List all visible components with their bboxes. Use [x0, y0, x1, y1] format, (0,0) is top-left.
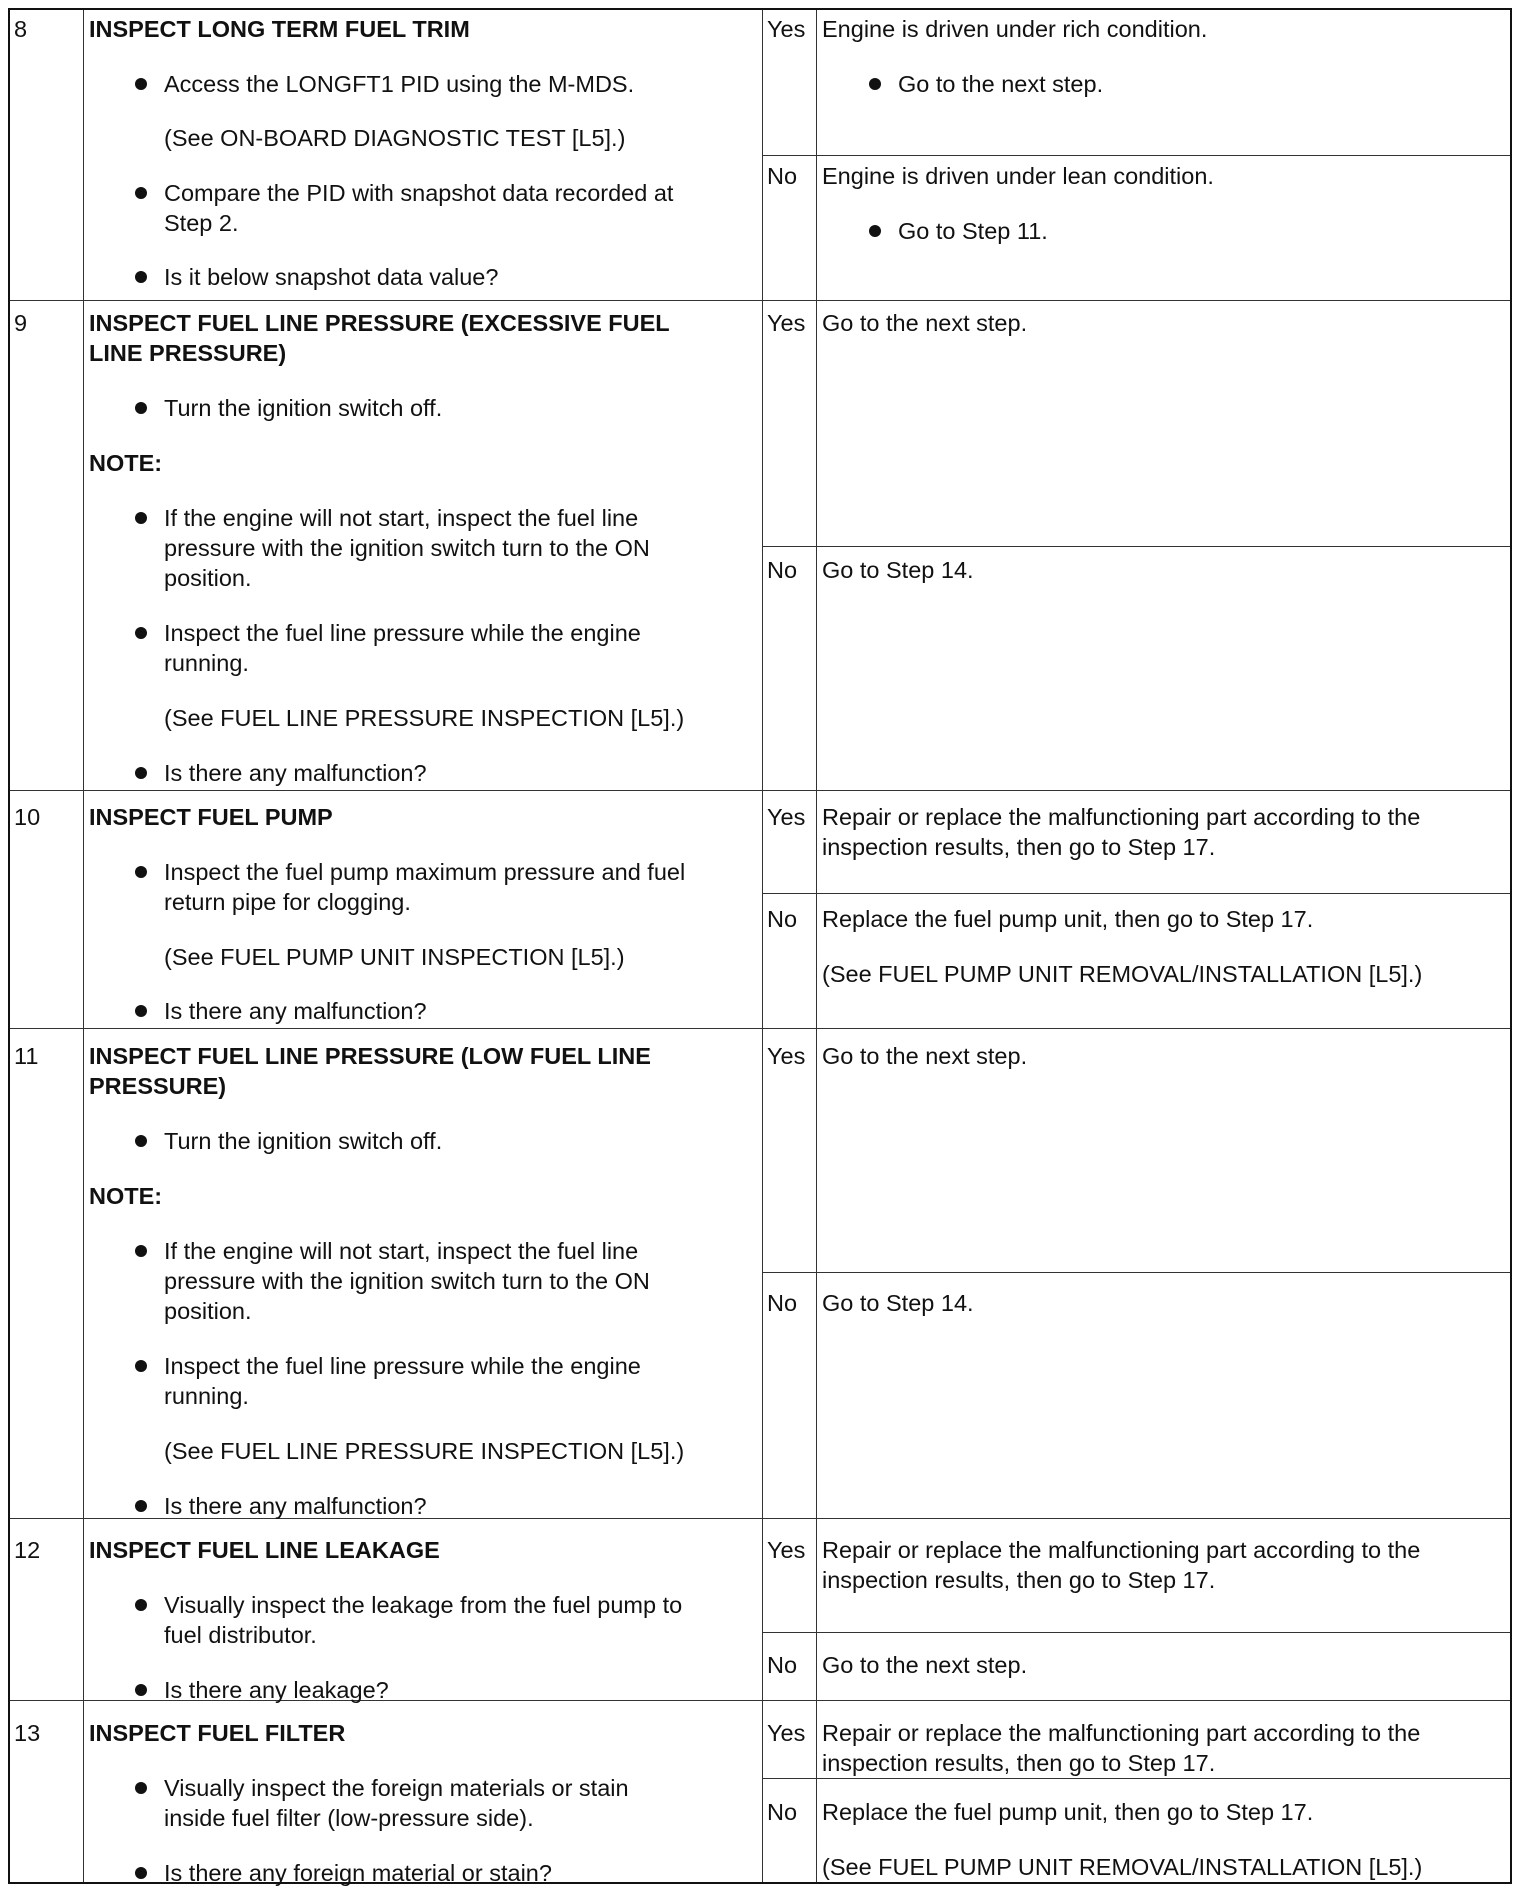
bullet-icon	[135, 187, 147, 199]
yes-label: Yes	[767, 804, 806, 830]
bullet-icon	[869, 225, 881, 237]
note-text: pressure with the ignition switch turn to the ON	[164, 535, 650, 561]
note-text: Inspect the fuel line pressure while the engine	[164, 1353, 641, 1379]
note-text: If the engine will not start, inspect the fuel line	[164, 505, 639, 531]
bullet-icon	[135, 271, 147, 283]
reference: (See FUEL PUMP UNIT INSPECTION [L5].)	[164, 944, 625, 970]
instruction: Turn the ignition switch off.	[164, 395, 443, 421]
instruction: Inspect the fuel pump maximum pressure and fuel	[164, 859, 686, 885]
question: Is there any malfunction?	[164, 998, 427, 1024]
instruction: Visually inspect the leakage from the fuel pump to	[164, 1592, 683, 1618]
note-text: pressure with the ignition switch turn to the ON	[164, 1268, 650, 1294]
yes-no-divider	[762, 546, 1510, 547]
bullet-icon	[135, 1684, 147, 1696]
row-divider	[10, 300, 1510, 301]
bullet-icon	[135, 866, 147, 878]
note-text: position.	[164, 565, 252, 591]
no-action: Go to Step 11.	[898, 218, 1048, 244]
bullet-icon	[135, 1867, 147, 1879]
yes-result: Engine is driven under rich condition.	[822, 16, 1208, 42]
step-title: LINE PRESSURE)	[89, 340, 287, 366]
step-number: 9	[14, 310, 28, 336]
no-label: No	[767, 557, 798, 583]
row-divider	[10, 790, 1510, 791]
note-text: running.	[164, 650, 249, 676]
note-text: running.	[164, 1383, 249, 1409]
note-text: position.	[164, 1298, 252, 1324]
no-reference: (See FUEL PUMP UNIT REMOVAL/INSTALLATION [L5].)	[822, 961, 1423, 987]
no-result: Go to the next step.	[822, 1652, 1028, 1678]
bullet-icon	[135, 1599, 147, 1611]
yes-result: Repair or replace the malfunctioning part according to the	[822, 1720, 1421, 1746]
reference: (See FUEL LINE PRESSURE INSPECTION [L5].)	[164, 705, 685, 731]
no-label: No	[767, 1290, 798, 1316]
bullet-icon	[869, 78, 881, 90]
note-label: NOTE:	[89, 450, 163, 476]
yes-label: Yes	[767, 1537, 806, 1563]
yes-no-divider	[762, 1778, 1510, 1779]
yes-result: Repair or replace the malfunctioning part according to the	[822, 804, 1421, 830]
bullet-icon	[135, 78, 147, 90]
question: Is there any malfunction?	[164, 1493, 427, 1519]
question: Is there any malfunction?	[164, 760, 427, 786]
bullet-icon	[135, 402, 147, 414]
note-text: Inspect the fuel line pressure while the engine	[164, 620, 641, 646]
no-reference: (See FUEL PUMP UNIT REMOVAL/INSTALLATION [L5].)	[822, 1854, 1423, 1880]
step-title: INSPECT FUEL LINE PRESSURE (LOW FUEL LINE	[89, 1043, 651, 1069]
reference: (See ON-BOARD DIAGNOSTIC TEST [L5].)	[164, 125, 626, 151]
step-title: INSPECT FUEL FILTER	[89, 1720, 346, 1746]
step-number: 8	[14, 16, 28, 42]
no-label: No	[767, 906, 798, 932]
no-label: No	[767, 163, 798, 189]
bullet-icon	[135, 1360, 147, 1372]
yes-label: Yes	[767, 1720, 806, 1746]
step-number: 10	[14, 804, 41, 830]
yes-result: Repair or replace the malfunctioning part according to the	[822, 1537, 1421, 1563]
note-text: If the engine will not start, inspect the fuel line	[164, 1238, 639, 1264]
bullet-icon	[135, 1245, 147, 1257]
no-result: Replace the fuel pump unit, then go to Step 17.	[822, 1799, 1314, 1825]
bullet-icon	[135, 1135, 147, 1147]
diagnostic-procedure-table	[8, 8, 1512, 1884]
note-label: NOTE:	[89, 1183, 163, 1209]
no-result: Engine is driven under lean condition.	[822, 163, 1214, 189]
yes-no-divider	[762, 1632, 1510, 1633]
step-title: INSPECT FUEL PUMP	[89, 804, 333, 830]
column-divider-action	[762, 10, 763, 1882]
step-title: INSPECT FUEL LINE LEAKAGE	[89, 1537, 440, 1563]
instruction: fuel distributor.	[164, 1622, 317, 1648]
yes-no-divider	[762, 1272, 1510, 1273]
bullet-icon	[135, 767, 147, 779]
row-divider	[10, 1028, 1510, 1029]
yes-label: Yes	[767, 16, 806, 42]
column-divider-answer	[816, 10, 817, 1882]
yes-no-divider	[762, 155, 1510, 156]
question: Is there any foreign material or stain?	[164, 1860, 552, 1886]
bullet-icon	[135, 1500, 147, 1512]
step-title: INSPECT FUEL LINE PRESSURE (EXCESSIVE FUEL	[89, 310, 670, 336]
no-label: No	[767, 1652, 798, 1678]
bullet-icon	[135, 512, 147, 524]
instruction: Turn the ignition switch off.	[164, 1128, 443, 1154]
step-number: 12	[14, 1537, 41, 1563]
step-title: INSPECT LONG TERM FUEL TRIM	[89, 16, 470, 42]
yes-result: Go to the next step.	[822, 1043, 1028, 1069]
yes-label: Yes	[767, 310, 806, 336]
question: Is it below snapshot data value?	[164, 264, 499, 290]
step-title: PRESSURE)	[89, 1073, 227, 1099]
bullet-icon	[135, 1005, 147, 1017]
yes-result: inspection results, then go to Step 17.	[822, 1750, 1216, 1776]
no-label: No	[767, 1799, 798, 1825]
yes-label: Yes	[767, 1043, 806, 1069]
question: Is there any leakage?	[164, 1677, 389, 1703]
no-result: Go to Step 14.	[822, 557, 974, 583]
bullet-icon	[135, 1782, 147, 1794]
instruction: Visually inspect the foreign materials or stain	[164, 1775, 629, 1801]
yes-no-divider	[762, 893, 1510, 894]
instruction: Compare the PID with snapshot data recorded at	[164, 180, 674, 206]
yes-result: inspection results, then go to Step 17.	[822, 1567, 1216, 1593]
bullet-icon	[135, 627, 147, 639]
no-result: Replace the fuel pump unit, then go to Step 17.	[822, 906, 1314, 932]
no-result: Go to Step 14.	[822, 1290, 974, 1316]
column-divider-step	[83, 10, 84, 1882]
instruction: Step 2.	[164, 210, 239, 236]
yes-action: Go to the next step.	[898, 71, 1104, 97]
yes-result: inspection results, then go to Step 17.	[822, 834, 1216, 860]
instruction: inside fuel filter (low-pressure side).	[164, 1805, 534, 1831]
reference: (See FUEL LINE PRESSURE INSPECTION [L5].)	[164, 1438, 685, 1464]
instruction: return pipe for clogging.	[164, 889, 411, 915]
step-number: 11	[14, 1043, 39, 1069]
instruction: Access the LONGFT1 PID using the M-MDS.	[164, 71, 635, 97]
yes-result: Go to the next step.	[822, 310, 1028, 336]
step-number: 13	[14, 1720, 41, 1746]
